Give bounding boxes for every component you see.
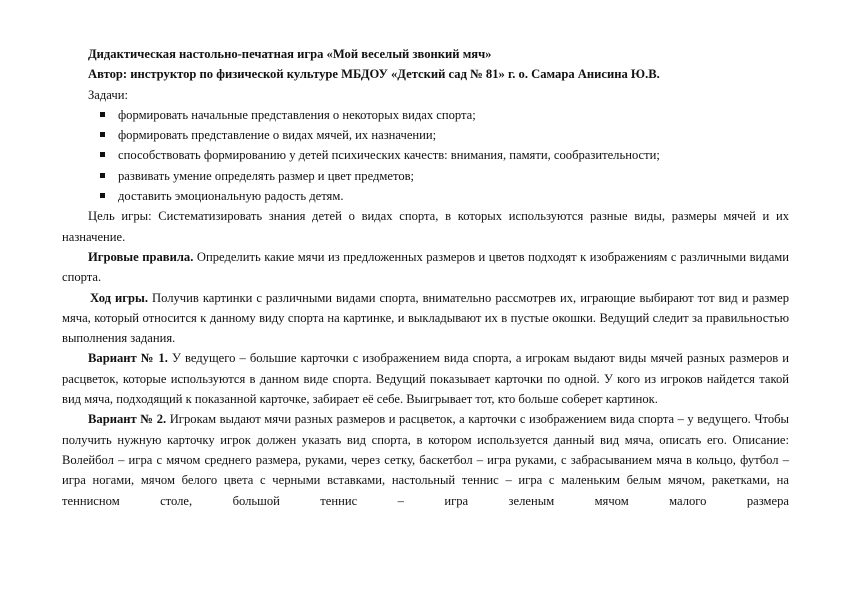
document-title: Дидактическая настольно-печатная игра «Мой веселый звонкий мяч»	[88, 47, 492, 61]
goal-label: Цель игры:	[88, 209, 152, 224]
list-item: формировать представление о видах мячей, их назначении;	[62, 125, 789, 145]
bullet-icon	[100, 193, 105, 198]
variant2-text: Игрокам выдают мячи разных размеров и расцветок, а карточки с изображением вида спорта – у ведущего. Чтобы получить нужную карточку игрок должен указать вид спорта, в котором используется данный вид мяча, описать его. Описание: Волейбол – игра с мячом среднего размера, руками, через сетку, баскетбол – игра руками, с забрасыванием мяча в кольцо, футбол – игра ногами, мячом белого цвета с черными вставками, настольный теннис – игра с маленьким белым мячом, ракетками, на теннисном столе, большой теннис – игра зеленым мячом малого размера	[62, 412, 790, 508]
bullet-icon	[100, 132, 105, 137]
rules-paragraph	[62, 247, 789, 288]
rules-text: Определить какие мячи из предложенных размеров и цветов подходят к изображениям с различными видами спорта.	[62, 249, 790, 285]
list-item: доставить эмоциональную радость детям.	[62, 186, 789, 206]
tasks-label: Задачи:	[88, 87, 128, 102]
document-page	[62, 44, 789, 511]
course-text: Получив картинки с различными видами спорта, внимательно рассмотрев их, играющие выбирают тот вид и размер мяча, который относится к данному виду спорта на картинке, и выкладывают их в пустые окошки. Ведущий следит за правильностью выполнения задания.	[62, 290, 789, 346]
course-label: Ход игры.	[90, 290, 148, 305]
bullet-icon	[100, 152, 105, 157]
variant1-label: Вариант № 1.	[88, 351, 168, 366]
course-paragraph	[62, 288, 789, 349]
variant1-text: У ведущего – большие карточки с изображением вида спорта, а игрокам выдают виды мячей разных размеров и расцветок, которые используются в данном виде спорта. Ведущий показывает карточки по одной. У кого из игроков найдется такой вид мяча, подходящий к показанной карточке, забирает её себе. Выигрывает тот, кто больше соберет картинок.	[62, 351, 790, 407]
rules-label: Игровые правила.	[88, 249, 194, 264]
bullet-icon	[100, 173, 105, 178]
goal-paragraph	[62, 206, 789, 247]
variant2-label: Вариант № 2.	[88, 412, 167, 427]
list-item: развивать умение определять размер и цвет предметов;	[62, 166, 789, 186]
list-item: способствовать формированию у детей психических качеств: внимания, памяти, сообразительности;	[62, 145, 789, 165]
list-item: формировать начальные представления о некоторых видах спорта;	[62, 105, 789, 125]
goal-text: Систематизировать знания детей о видах спорта, в которых используются разные виды, размеры мячей и их назначение.	[62, 209, 789, 244]
bullet-icon	[100, 112, 105, 117]
variant1-paragraph	[62, 348, 789, 409]
document-author: Автор: инструктор по физической культуре МБДОУ «Детский сад № 81» г. о. Самара Анисина Ю.В.	[88, 67, 660, 82]
tasks-list	[62, 105, 789, 206]
variant2-paragraph	[62, 409, 789, 510]
